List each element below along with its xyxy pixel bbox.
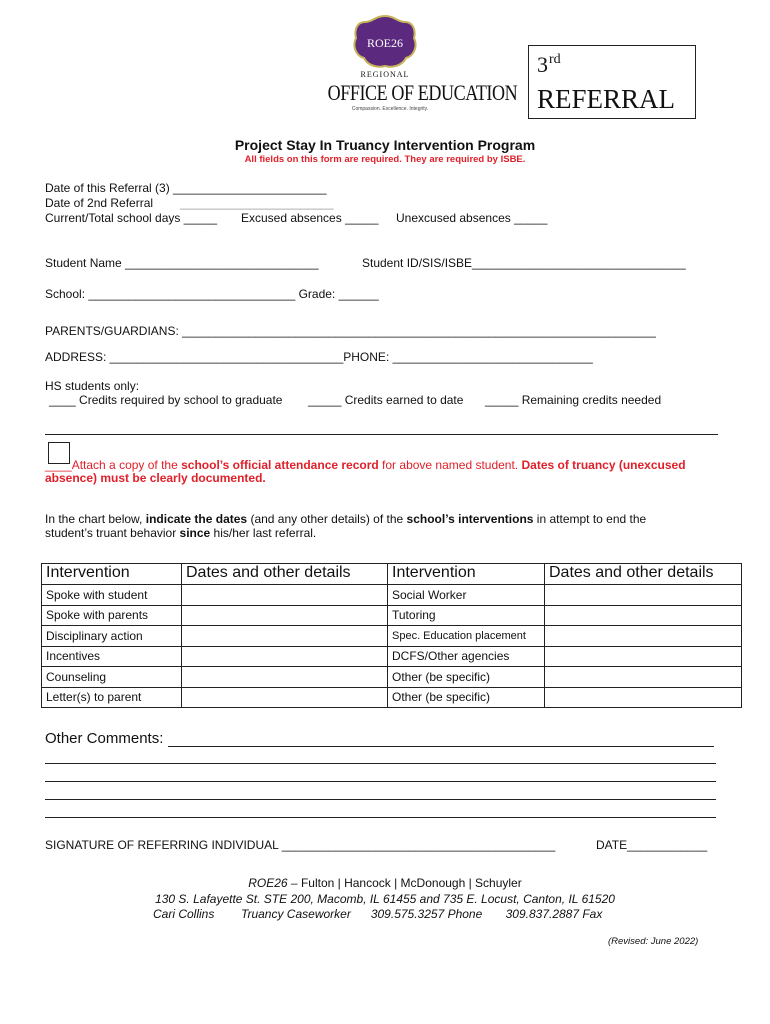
instructions-line-2: student’s truant behavior since his/her last referral. [45,526,317,540]
other-comments-label: Other Comments: [45,730,164,747]
form-subtitle: All fields on this form are required. They are required by ISBE. [244,154,526,165]
footer-org: ROE26 – Fulton | Hancock | McDonough | Schuyler [248,876,522,890]
comments-line[interactable] [45,799,716,800]
hs-students-label: HS students only: [45,379,140,393]
logo-tagline: Compassion. Excellence. Integrity. [351,106,429,112]
student-name-field[interactable]: Student Name _____________________________ [45,256,319,270]
dates-details-cell[interactable] [545,667,742,688]
revised-date: (Revised: June 2022) [608,936,699,947]
logo-regional-text: REGIONAL [360,70,410,79]
excused-absences-field[interactable]: Excused absences _____ [241,211,379,225]
table-row [42,585,742,606]
intervention-label: Incentives [42,646,182,667]
dates-details-cell[interactable] [182,585,388,606]
intervention-label: Tutoring [388,605,545,626]
intervention-label: Spoke with parents [42,605,182,626]
intervention-label: Other (be specific) [388,667,545,688]
intervention-label: DCFS/Other agencies [388,646,545,667]
table-header: Dates and other details [182,564,388,585]
credits-remaining-field[interactable]: _____ Remaining credits needed [485,393,662,407]
date-2nd-referral-label: Date of 2nd Referral [45,196,154,210]
school-grade-field[interactable]: School: _______________________________ Grade: ______ [45,287,379,301]
dates-details-cell[interactable] [182,646,388,667]
intervention-label: Spoke with student [42,585,182,606]
table-row [42,687,742,708]
comments-line[interactable] [45,763,716,764]
student-id-field[interactable]: Student ID/SIS/ISBE________________________________ [362,256,686,270]
form-title: Project Stay In Truancy Intervention Program [234,137,536,153]
table-header: Intervention [388,564,545,585]
dates-details-cell[interactable] [545,646,742,667]
footer-contact: Cari Collins Truancy Caseworker 309.575.3257 Phone 309.837.2887 Fax [153,907,603,921]
referral-number: 3rd [537,52,561,77]
intervention-label: Counseling [42,667,182,688]
credits-required-field[interactable]: ____ Credits required by school to graduate [49,393,283,407]
dates-details-cell[interactable] [182,626,388,647]
table-row [42,626,742,647]
table-header: Intervention [42,564,182,585]
dates-details-cell[interactable] [182,605,388,626]
referral-word: REFERRAL [537,84,676,114]
credits-earned-field[interactable]: _____ Credits earned to date [308,393,464,407]
table-header-row [42,564,742,585]
table-row [42,667,742,688]
intervention-label: Spec. Education placement [388,626,545,647]
interventions-table [41,563,742,708]
comments-line[interactable] [45,781,716,782]
date-this-referral-field[interactable]: Date of this Referral (3) _______________________ [45,181,327,195]
table-header: Dates and other details [545,564,742,585]
intervention-label: Social Worker [388,585,545,606]
separator-line [45,434,718,435]
instructions-line-1: In the chart below, indicate the dates (and any other details) of the school’s interventions in attempt to end the [45,512,647,526]
signature-date-field[interactable]: DATE____________ [596,838,708,852]
comments-line[interactable] [168,746,714,747]
signature-field[interactable]: SIGNATURE OF REFERRING INDIVIDUAL _________________________________________ [45,838,556,852]
date-2nd-referral-field[interactable]: _______________________ [180,196,334,210]
address-phone-field[interactable]: ADDRESS: ___________________________________PHONE: ______________________________ [45,350,593,364]
footer-address: 130 S. Lafayette St. STE 200, Macomb, IL 61455 and 735 E. Locust, Canton, IL 61520 [155,892,615,906]
table-row [42,605,742,626]
roe26-logo-badge [350,14,420,70]
intervention-label: Letter(s) to parent [42,687,182,708]
parents-guardians-field[interactable]: PARENTS/GUARDIANS: _______________________________________________________________________ [45,324,656,338]
dates-details-cell[interactable] [545,626,742,647]
intervention-label: Disciplinary action [42,626,182,647]
intervention-label: Other (be specific) [388,687,545,708]
dates-details-cell[interactable] [545,605,742,626]
table-row [42,646,742,667]
dates-details-cell[interactable] [545,687,742,708]
school-days-field[interactable]: Current/Total school days _____ [45,211,218,225]
logo-badge-text: ROE26 [367,36,403,50]
comments-line[interactable] [45,817,716,818]
dates-details-cell[interactable] [182,667,388,688]
attach-line-2: absence) must be clearly documented. [45,471,266,485]
unexcused-absences-field[interactable]: Unexcused absences _____ [396,211,548,225]
dates-details-cell[interactable] [182,687,388,708]
logo-office-text: OFFICE OF EDUCATION [327,80,518,105]
attach-line-1: ____Attach a copy of the school’s official attendance record for above named student. Dates of truancy (unexcused [45,458,686,472]
dates-details-cell[interactable] [545,585,742,606]
